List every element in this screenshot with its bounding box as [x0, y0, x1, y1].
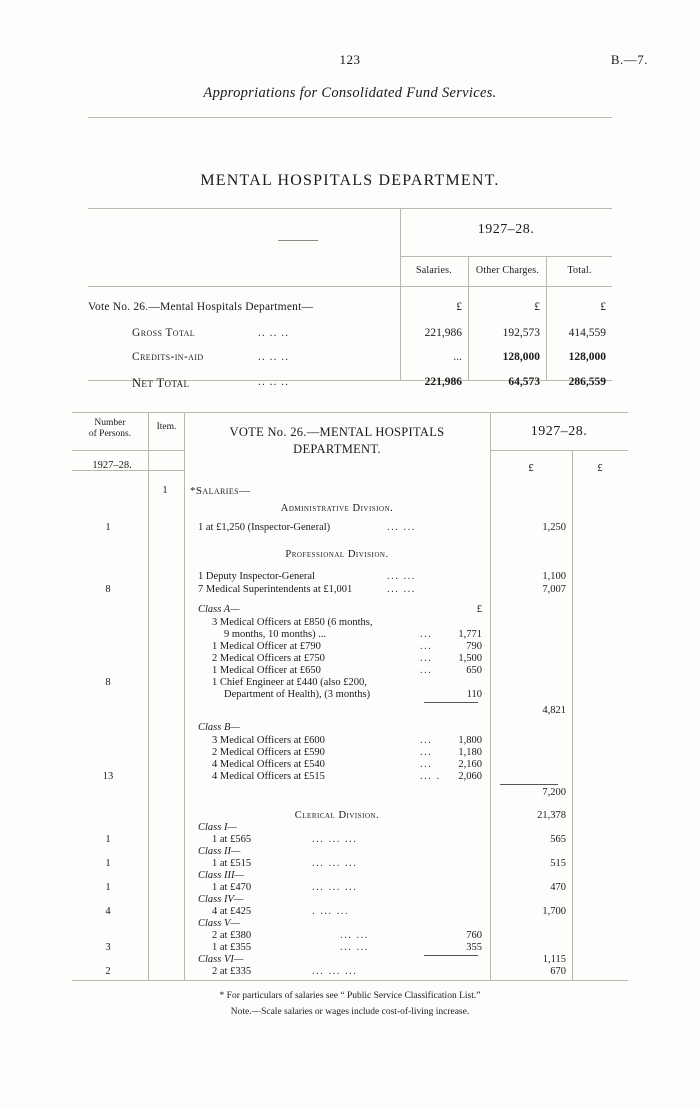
amount-cell: 21,378 [537, 810, 566, 821]
summary-cell: 64,573 [508, 376, 540, 388]
amount-cell: 2,160 [458, 759, 482, 770]
schedule-entry: 4 at £425 [212, 906, 252, 917]
amount-cell: 4,821 [542, 705, 566, 716]
division-administrative: Administrative Division. [280, 503, 394, 514]
schedule-entry: 2 Medical Officers at £750 [212, 653, 325, 664]
department-title: MENTAL HOSPITALS DEPARTMENT. [200, 172, 500, 189]
leader-dots: ... ... ... [312, 882, 358, 893]
leader-dots: ... [420, 641, 433, 652]
summary-row-label: Net Total [132, 376, 190, 390]
leader-dots: ... . [420, 771, 441, 782]
summary-row-label: Gross Total [132, 327, 196, 339]
amount-cell: 650 [466, 665, 482, 676]
persons-count: 13 [102, 771, 114, 782]
schedule-entry: Department of Health), (3 months) [224, 689, 371, 700]
schedule-entry: 9 months, 10 months) ... [224, 629, 327, 640]
persons-count: 8 [105, 677, 111, 688]
schedule-entry: 4 Medical Officers at £540 [212, 759, 325, 770]
persons-count: 3 [105, 942, 111, 953]
leader-dots: ... ... ... [312, 834, 358, 845]
item-number: 1 [162, 485, 168, 496]
amount-cell: 1,115 [542, 954, 566, 965]
class-label: Class II— [198, 846, 241, 857]
leader-dots: ... ... [340, 930, 369, 941]
leader-dots: .. .. .. [258, 376, 289, 388]
leader-dots: ... [420, 629, 433, 640]
pound-symbol-col-a: £ [476, 604, 482, 615]
amount-cell: 1,500 [458, 653, 482, 664]
persons-count: 4 [105, 906, 111, 917]
summary-cell: 286,559 [568, 376, 606, 388]
leader-dots: ... ... ... [312, 966, 358, 977]
salaries-heading: *Salaries— [190, 485, 251, 497]
amount-cell: 7,200 [542, 787, 566, 798]
pound-symbol-b: £ [597, 462, 603, 474]
pound-symbol-a: £ [528, 462, 534, 474]
leader-dots: ... [420, 759, 433, 770]
amount-cell: 1,100 [542, 571, 566, 582]
schedule-entry: 3 Medical Officers at £850 (6 months, [212, 617, 373, 628]
schedule-entry: 1 Deputy Inspector-General [198, 571, 315, 582]
persons-count: 1 [105, 882, 111, 893]
amount-cell: 355 [466, 942, 482, 953]
amount-cell: 1,250 [542, 522, 566, 533]
leader-dots: ... [420, 747, 433, 758]
leader-dots: ... [420, 735, 433, 746]
division-professional: Professional Division. [285, 549, 389, 560]
class-label: Class V— [198, 918, 240, 929]
schedule-entry: 7 Medical Superintendents at £1,001 [198, 584, 353, 595]
amount-cell: 1,800 [458, 735, 482, 746]
vote-title-line1: VOTE No. 26.—MENTAL HOSPITALS [229, 425, 445, 439]
division-clerical: Clerical Division. [294, 810, 380, 821]
leader-dots: ... [420, 665, 433, 676]
leader-dots: .. .. .. [258, 351, 289, 363]
leader-dots: .. .. .. [258, 327, 289, 339]
subtotal-rule [500, 784, 558, 785]
schedule-entry: 1 at £1,250 (Inspector-General) [198, 522, 331, 533]
schedule-year: 1927–28. [530, 424, 588, 439]
col-header-item: Item. [156, 422, 177, 432]
schedule-entry: 1 at £355 [212, 942, 252, 953]
class-label: Class III— [198, 870, 244, 881]
summary-dash [278, 240, 318, 241]
footnote-asterisk: * For particulars of salaries see “ Public Service Classification List.” [219, 991, 481, 1001]
leader-dots: ... ... ... [312, 858, 358, 869]
amount-cell: 2,060 [458, 771, 482, 782]
summary-row-label: Vote No. 26.—Mental Hospitals Department— [88, 301, 314, 313]
leader-dots: ... ... [387, 522, 416, 533]
document-reference: B.—7. [610, 52, 648, 67]
vote-title-line2: DEPARTMENT. [293, 441, 381, 456]
footnote-note: Note.—Scale salaries or wages include cost-of-living increase. [230, 1007, 470, 1017]
schedule-entry: 2 at £380 [212, 930, 252, 941]
schedule-entry: 1 at £515 [212, 858, 252, 869]
schedule-entry: 1 Chief Engineer at £440 (also £200, [212, 677, 367, 688]
summary-year: 1927–28. [477, 222, 535, 237]
persons-count: 8 [105, 584, 111, 595]
persons-count: 1 [105, 522, 111, 533]
page-number: 123 [339, 52, 361, 67]
summary-cell: 414,559 [568, 327, 606, 339]
amount-cell: 565 [550, 834, 566, 845]
summary-col-other: Other Charges. [475, 265, 540, 276]
schedule-entry: 1 Medical Officer at £790 [212, 641, 321, 652]
persons-count: 1 [105, 858, 111, 869]
summary-cell: 221,986 [424, 327, 462, 339]
amount-cell: 1,700 [542, 906, 566, 917]
summary-col-salaries: Salaries. [416, 265, 452, 276]
persons-count: 1 [105, 834, 111, 845]
class-label: Class B— [198, 722, 240, 733]
header-rule [88, 117, 612, 118]
summary-col-total: Total. [567, 265, 592, 276]
summary-cell: ... [453, 351, 462, 363]
schedule-entry: 1 Medical Officer at £650 [212, 665, 321, 676]
amount-cell: 1,180 [458, 747, 482, 758]
leader-dots: ... ... [387, 584, 416, 595]
vote-title [192, 424, 482, 458]
running-title: Appropriations for Consolidated Fund Services. [203, 85, 497, 101]
class-label: Class A— [198, 604, 240, 615]
schedule-entry: 4 Medical Officers at £515 [212, 771, 325, 782]
summary-cell: 221,986 [424, 376, 462, 388]
schedule-entry: 2 Medical Officers at £590 [212, 747, 325, 758]
summary-row-label: Credits-in-aid [132, 351, 204, 363]
summary-cell: £ [600, 301, 606, 313]
class-label: Class IV— [198, 894, 244, 905]
subtotal-rule [424, 702, 478, 703]
amount-cell: 790 [466, 641, 482, 652]
col-header-persons: Number of Persons. [88, 418, 132, 439]
amount-cell: 670 [550, 966, 566, 977]
summary-cell: £ [456, 301, 462, 313]
summary-cell: 192,573 [502, 327, 540, 339]
amount-cell: 7,007 [542, 584, 566, 595]
schedule-entry: 1 at £470 [212, 882, 252, 893]
schedule-left-year: 1927–28. [92, 460, 132, 471]
persons-count: 2 [105, 966, 111, 977]
amount-cell: 470 [550, 882, 566, 893]
class-label: Class I— [198, 822, 237, 833]
amount-cell: 1,771 [458, 629, 482, 640]
leader-dots: ... ... [387, 571, 416, 582]
leader-dots: ... [420, 653, 433, 664]
summary-cell: £ [534, 301, 540, 313]
summary-cell: 128,000 [502, 351, 540, 363]
amount-cell: 515 [550, 858, 566, 869]
schedule-entry: 2 at £335 [212, 966, 252, 977]
amount-cell: 110 [466, 689, 482, 700]
subtotal-rule [424, 955, 478, 956]
leader-dots: ... ... [340, 942, 369, 953]
amount-cell: 760 [466, 930, 482, 941]
class-label: Class VI— [198, 954, 244, 965]
summary-cell: 128,000 [568, 351, 606, 363]
schedule-entry: 3 Medical Officers at £600 [212, 735, 325, 746]
leader-dots: . ... ... [312, 906, 350, 917]
schedule-entry: 1 at £565 [212, 834, 252, 845]
